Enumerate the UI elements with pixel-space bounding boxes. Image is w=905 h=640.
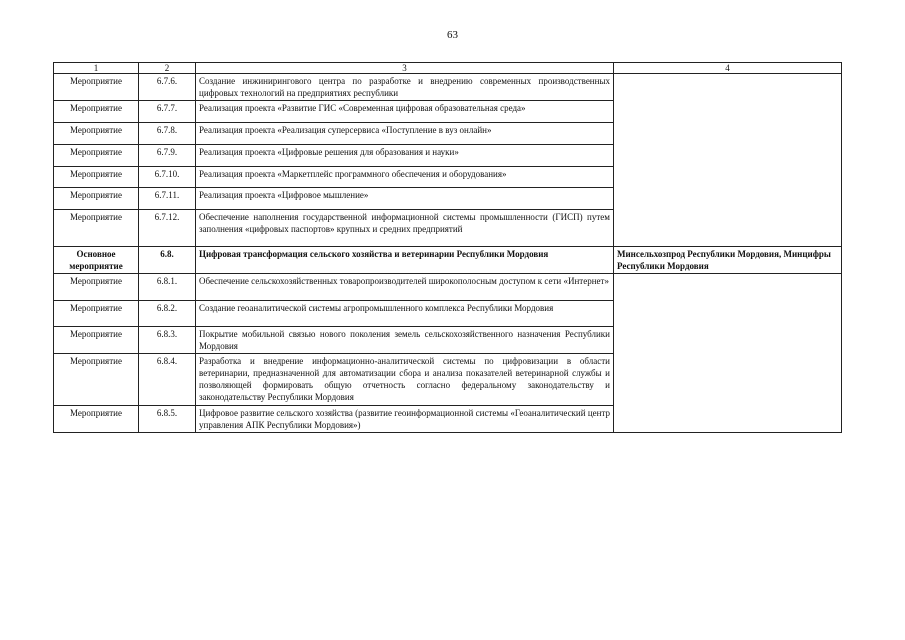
- activity-number: 6.7.6.: [139, 74, 196, 101]
- activity-name: Цифровое развитие сельского хозяйства (развитие геоинформационной системы «Геоаналитический центр управления АПК Республики Мордовия»): [196, 406, 614, 433]
- activities-table: [53, 62, 842, 433]
- activity-number: 6.8.2.: [139, 301, 196, 327]
- column-header-4: 4: [614, 63, 842, 74]
- activity-name: Покрытие мобильной связью нового поколения земель сельскохозяйственного назначения Республики Мордовия: [196, 327, 614, 354]
- activity-number: 6.8.1.: [139, 274, 196, 301]
- activity-type: Мероприятие: [54, 210, 139, 247]
- activity-type: Мероприятие: [54, 406, 139, 433]
- activity-name: Реализация проекта «Маркетплейс программного обеспечения и оборудования»: [196, 167, 614, 188]
- activity-type: Основное мероприятие: [54, 247, 139, 274]
- activity-number: 6.7.9.: [139, 145, 196, 167]
- activity-number: 6.7.7.: [139, 101, 196, 123]
- activity-number: 6.8.4.: [139, 354, 196, 406]
- activity-name: Реализация проекта «Реализация суперсервиса «Поступление в вуз онлайн»: [196, 123, 614, 145]
- activity-type: Мероприятие: [54, 354, 139, 406]
- activity-name: Реализация проекта «Цифровые решения для образования и науки»: [196, 145, 614, 167]
- activity-type: Мероприятие: [54, 274, 139, 301]
- activity-number: 6.7.12.: [139, 210, 196, 247]
- activity-number: 6.7.11.: [139, 188, 196, 210]
- activity-type: Мероприятие: [54, 74, 139, 101]
- activity-number: 6.8.5.: [139, 406, 196, 433]
- activity-type: Мероприятие: [54, 327, 139, 354]
- activity-type: Мероприятие: [54, 123, 139, 145]
- column-header-1: 1: [54, 63, 139, 74]
- activity-number: 6.8.3.: [139, 327, 196, 354]
- table-row: [54, 74, 842, 101]
- activity-type: Мероприятие: [54, 301, 139, 327]
- table-row: [54, 274, 842, 301]
- activity-number: 6.7.10.: [139, 167, 196, 188]
- activity-type: Мероприятие: [54, 167, 139, 188]
- activity-name: Цифровая трансформация сельского хозяйства и ветеринарии Республики Мордовия: [196, 247, 614, 274]
- responsible-cell-empty: [614, 274, 842, 433]
- activity-name: Реализация проекта «Развитие ГИС «Современная цифровая образовательная среда»: [196, 101, 614, 123]
- activity-name: Создание инжинирингового центра по разработке и внедрению современных производственных цифровых технологий на предприятиях республики: [196, 74, 614, 101]
- activity-name: Создание геоаналитической системы агропромышленного комплекса Республики Мордовия: [196, 301, 614, 327]
- table-row-major: [54, 247, 842, 274]
- activity-name: Разработка и внедрение информационно-аналитической системы по цифровизации в области ветеринарии, предназначенной для автоматизации сбора и анализа показателей ветеринарной службы и позволяющей формировать общую отчетность согласно федеральному законодательству и законодательству Республики Мордовия: [196, 354, 614, 406]
- page-number: 63: [447, 29, 458, 41]
- responsible-cell-empty: [614, 74, 842, 247]
- responsible-executors: Минсельхозпрод Республики Мордовия, Минцифры Республики Мордовия: [614, 247, 842, 274]
- activity-type: Мероприятие: [54, 188, 139, 210]
- header-row: [54, 63, 842, 74]
- activity-name: Обеспечение сельскохозяйственных товаропроизводителей широкополосным доступом к сети «Интернет»: [196, 274, 614, 301]
- activity-type: Мероприятие: [54, 101, 139, 123]
- activity-type: Мероприятие: [54, 145, 139, 167]
- activity-number: 6.7.8.: [139, 123, 196, 145]
- activity-name: Обеспечение наполнения государственной информационной системы промышленности (ГИСП) путем заполнения «цифровых паспортов» крупных и средних предприятий: [196, 210, 614, 247]
- activity-number: 6.8.: [139, 247, 196, 274]
- column-header-2: 2: [139, 63, 196, 74]
- activity-name: Реализация проекта «Цифровое мышление»: [196, 188, 614, 210]
- column-header-3: 3: [196, 63, 614, 74]
